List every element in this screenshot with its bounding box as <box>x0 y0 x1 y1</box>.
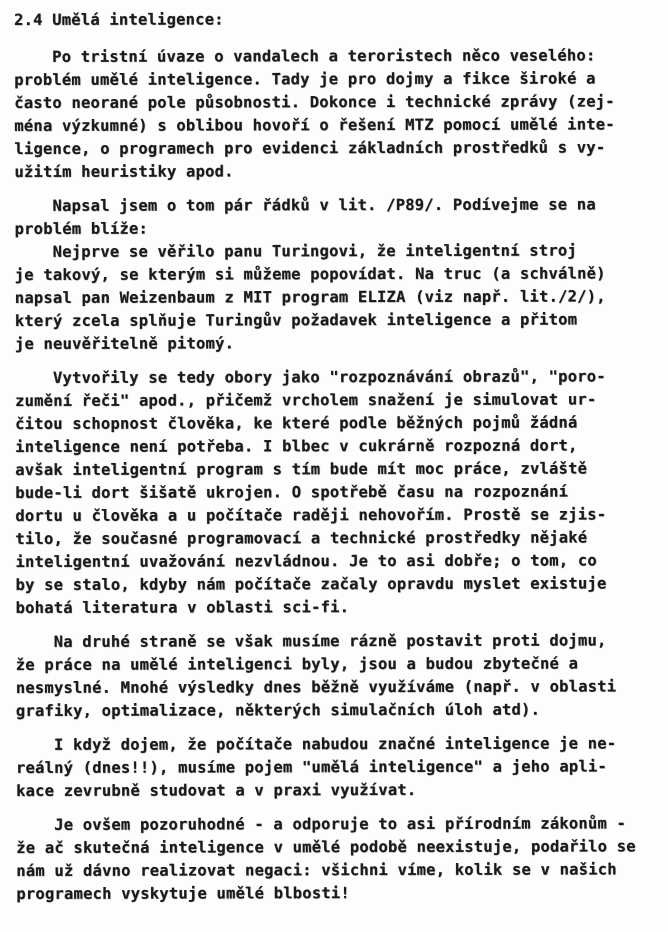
paragraph: Po tristní úvaze o vandalech a teroristech něco veselého: problém umělé inteligence. Tady je pro dojmy a fikce široké a často neorané pole působnosti. Dokonce i technické zprávy (zej- ména výzkumné) s oblibou hovoří o řešení MTZ pomocí umělé inte- ligence, o programech pro evidenci základních prostředků s vy- užitím heuristiky apod. <box>14 46 615 181</box>
paragraph: Napsal jsem o tom pár řádků v lit. /P89/. Podívejme se na problém blíže: <box>14 195 596 238</box>
paragraph: I když dojem, že počítače nabudou značné inteligence je ne- reálný (dnes!!), musíme pojem "umělá inteligence" a jeho apli- kace zevrubně studovat a v praxi využívat. <box>15 734 617 800</box>
paragraph: Nejprve se věřilo panu Turingovi, že inteligentní stroj je takový, se kterým si můžeme popovídat. Na truc (a schválně) napsal pan Weizenbaum z MIT program ELIZA (viz např. lit./2/), který zcela splňuje Turingův požadavek inteligence a přitom je neuvěřitelně pitomý. <box>14 241 606 353</box>
section-heading: 2.4 Umělá inteligence: <box>14 10 224 29</box>
paragraphs-container <box>14 44 664 906</box>
paragraph: Na druhé straně se však musíme rázně postavit proti dojmu, že práce na umělé inteligenci byly, jsou a budou zbytečné a nesmyslné. Mnohé výsledky dnes běžně využíváme (např. v oblasti grafiky, optimalizace, některých simulačních úloh atd). <box>15 631 617 720</box>
paragraph: Vytvořily se tedy obory jako "rozpoznávání obrazů", "poro- zumění řeči" apod., přičemž vrcholem snažení je simulovat ur- čitou schopnost člověka, ke které podle běžných pojmů žádná inteligence není potřeba. I blbec v cukrárně rozpozná dort, avšak inteligentní program s tím bude mít moc práce, zvláště bude-li dort šišatě ukrojen. O spotřebě času na rozpoznání dortu u člověka a u počítače raději nehovořím. Prostě se zjis- tilo, že současné programovací a technické prostředky nějaké inteligentní uvažování nezvládnou. Je to asi dobře; o tom, co by se stalo, kdyby nám počítače začaly opravdu myslet existuje bohatá literatura v oblasti sci-fi. <box>15 367 607 617</box>
paragraph: Je ovšem pozoruhodné - a odporuje to asi přírodním zákonům - že ač skutečná inteligence v umělé podobě neexistuje, podařilo se nám už dávno realizovat negaci: všichni víme, kolik se v našich programech vyskytuje umělé blbosti! <box>16 814 636 903</box>
